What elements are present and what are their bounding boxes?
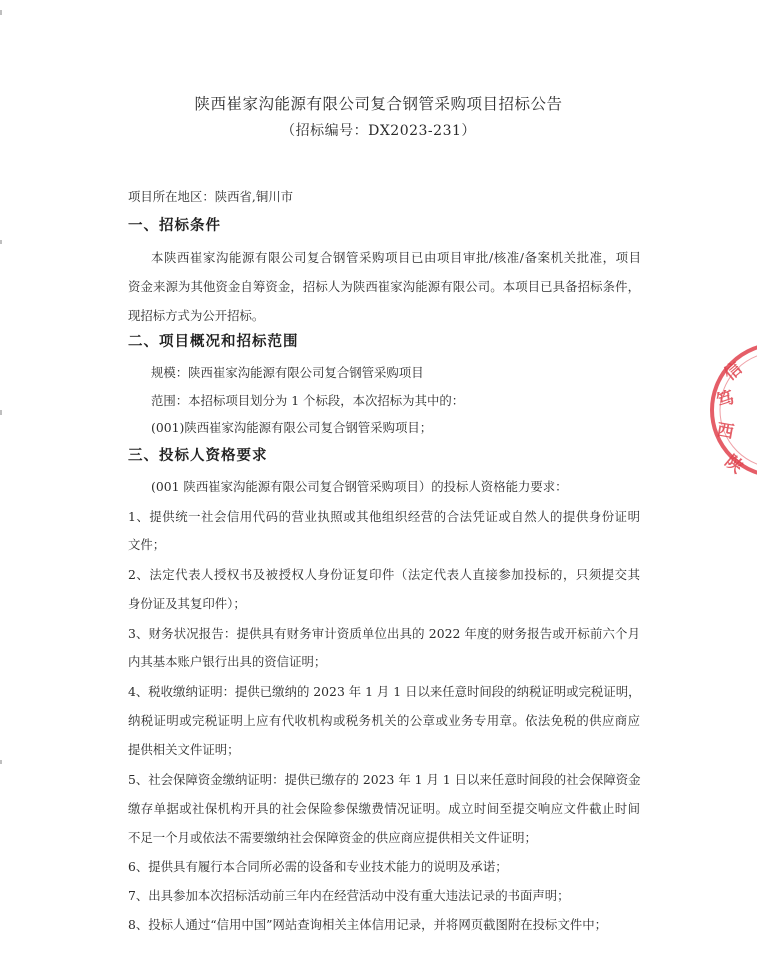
qualification-intro: (001 陕西崔家沟能源有限公司复合钢管采购项目）的投标人资格能力要求： [151,479,568,494]
page-title: 陕西崔家沟能源有限公司复合钢管采购项目招标公告 [194,95,563,113]
requirement-line: 7、出具参加本次招标活动前三年内在经营活动中没有重大违法记录的书面声明； [128,888,570,903]
requirement-line: 纳税证明或完税证明上应有代收机构或税务机关的公章或业务专用章。依法免税的供应商应 [128,713,640,728]
requirement-line: 缴存单据或社保机构开具的社会保险参保缴费情况证明。成立时间至提交响应文件截止时间 [128,801,640,816]
requirement-line: 4、税收缴纳证明：提供已缴纳的 2023 年 1 月 1 日以来任意时间段的纳税证明或完税证明， [128,684,641,699]
project-region: 项目所在地区：陕西省,铜川市 [128,189,294,204]
svg-text:陕: 陕 [720,451,747,478]
requirement-line: 提供相关文件证明； [128,742,240,757]
requirement-line: 6、提供具有履行本合同所必需的设备和专业技术能力的说明及承诺； [128,859,508,874]
paragraph-line: 现招标方式为公开招标。 [128,308,265,323]
requirement-line: 3、财务状况报告：提供具有财务审计资质单位出具的 2022 年度的财务报告或开标前六个月 [128,626,640,641]
requirement-line: 5、社会保障资金缴纳证明：提供已缴存的 2023 年 1 月 1 日以来任意时间段的社会保障资金 [128,772,641,787]
scan-speck [0,10,2,15]
scale-line: 规模：陕西崔家沟能源有限公司复合钢管采购项目 [151,365,424,380]
paragraph-line: 本陕西崔家沟能源有限公司复合钢管采购项目已由项目审批/核准/备案机关批准，项目 [151,250,641,265]
requirement-line: 2、法定代表人授权书及被授权人身份证复印件（法定代表人直接参加投标的，只须提交其 [128,567,640,582]
svg-text:西: 西 [715,420,736,443]
scope-line: 范围：本招标项目划分为 1 个标段，本次招标为其中的： [151,393,465,408]
section-heading-overview: 二、项目概况和招标范围 [128,333,299,350]
paragraph-line: 资金来源为其他资金自筹资金，招标人为陕西崔家沟能源有限公司。本项目已具备招标条件， [128,279,640,294]
requirement-line: 8、投标人通过“信用中国”网站查询相关主体信用记录，并将网页截图附在投标文件中； [128,917,608,932]
section-heading-conditions: 一、招标条件 [128,217,221,234]
requirement-line: 1、提供统一社会信用代码的营业执照或其他组织经营的合法凭证或自然人的提供身份证明 [128,509,640,524]
requirement-line: 不足一个月或依法不需要缴纳社会保障资金的供应商应提供相关文件证明； [128,830,537,845]
tender-number: （招标编号：DX2023-231） [281,123,476,139]
lot-line: (001)陕西崔家沟能源有限公司复合钢管采购项目； [151,420,433,435]
requirement-line: 文件； [128,537,166,552]
svg-text:信: 信 [720,358,747,385]
seal-lettering [714,358,747,478]
red-seal-stamp [700,335,757,485]
svg-text:笃: 笃 [714,387,737,412]
section-heading-qualifications: 三、投标人资格要求 [128,447,268,464]
requirement-line: 身份证及其复印件）； [128,596,246,611]
scan-speck [0,410,2,415]
requirement-line: 内其基本账户银行出具的资信证明； [128,654,327,669]
scan-speck [0,760,2,764]
scan-speck [0,240,2,244]
